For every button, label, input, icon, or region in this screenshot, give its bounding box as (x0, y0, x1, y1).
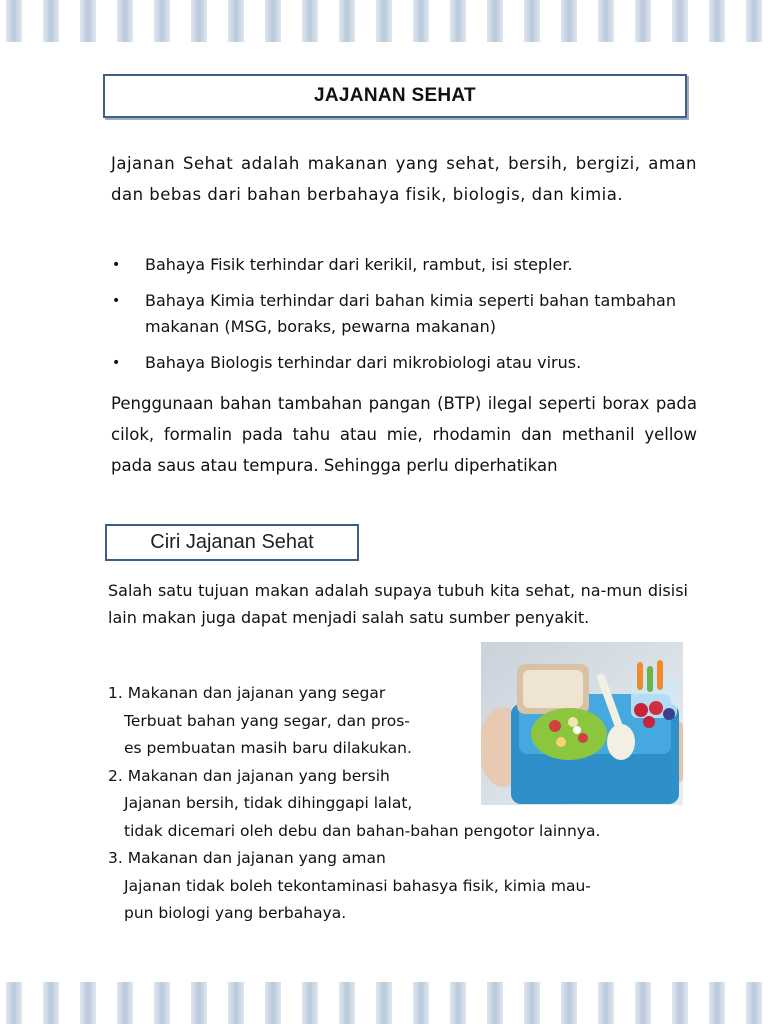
criteria-line: Terbuat bahan yang segar, dan pros- (124, 711, 410, 730)
bullet-text: Bahaya Kimia terhindar dari bahan kimia seperti bahan tambahan makanan (MSG, boraks, pewarna makanan) (145, 291, 676, 336)
criteria-title-3: 3. Makanan dan jajanan yang aman (108, 849, 386, 867)
bottom-decorative-stripe (0, 982, 768, 1024)
list-item (110, 350, 700, 376)
bullet-icon: • (112, 293, 121, 309)
btp-paragraph: Penggunaan bahan tambahan pangan (BTP) ilegal seperti borax pada cilok, formalin pada tahu atau mie, rhodamin dan methanil yellow pada saus atau tempura. Sehingga perlu diperhatikan (111, 394, 697, 475)
bullet-icon: • (112, 257, 121, 273)
criteria-line: pun biologi yang berbahaya. (124, 904, 347, 922)
top-decorative-stripe (0, 0, 768, 42)
criteria-line: Jajanan bersih, tidak dihinggapi lalat, (124, 794, 413, 812)
list-item (110, 252, 700, 278)
intro-paragraph: Jajanan Sehat adalah makanan yang sehat, bersih, bergizi, aman dan bebas dari bahan berbahaya fisik, biologis, dan kimia. (111, 154, 697, 204)
title-box (103, 74, 687, 118)
criteria-line: Jajanan tidak boleh tekontaminasi bahasya fisik, kimia mau- (124, 876, 591, 895)
bullet-text: Bahaya Fisik terhindar dari kerikil, rambut, isi stepler. (145, 255, 573, 274)
bullet-text: Bahaya Biologis terhindar dari mikrobiologi atau virus. (145, 353, 582, 372)
list-item (110, 288, 700, 340)
criteria-line: es pembuatan masih baru dilakukan. (124, 739, 412, 757)
intro-section-paragraph: Salah satu tujuan makan adalah supaya tubuh kita sehat, na-mun disisi lain makan juga dapat menjadi salah satu sumber penyakit. (108, 581, 688, 627)
page-title: JAJANAN SEHAT (314, 85, 476, 106)
criteria-line: tidak dicemari oleh debu dan bahan-bahan pengotor lainnya. (124, 821, 601, 840)
criteria-title-2: 2. Makanan dan jajanan yang bersih (108, 766, 390, 785)
criteria-title-1: 1. Makanan dan jajanan yang segar (108, 684, 386, 702)
subtitle-box (105, 524, 359, 561)
section-heading: Ciri Jajanan Sehat (150, 531, 314, 553)
criteria-list (108, 680, 708, 928)
hazard-list (110, 252, 700, 386)
bullet-icon: • (112, 355, 121, 371)
